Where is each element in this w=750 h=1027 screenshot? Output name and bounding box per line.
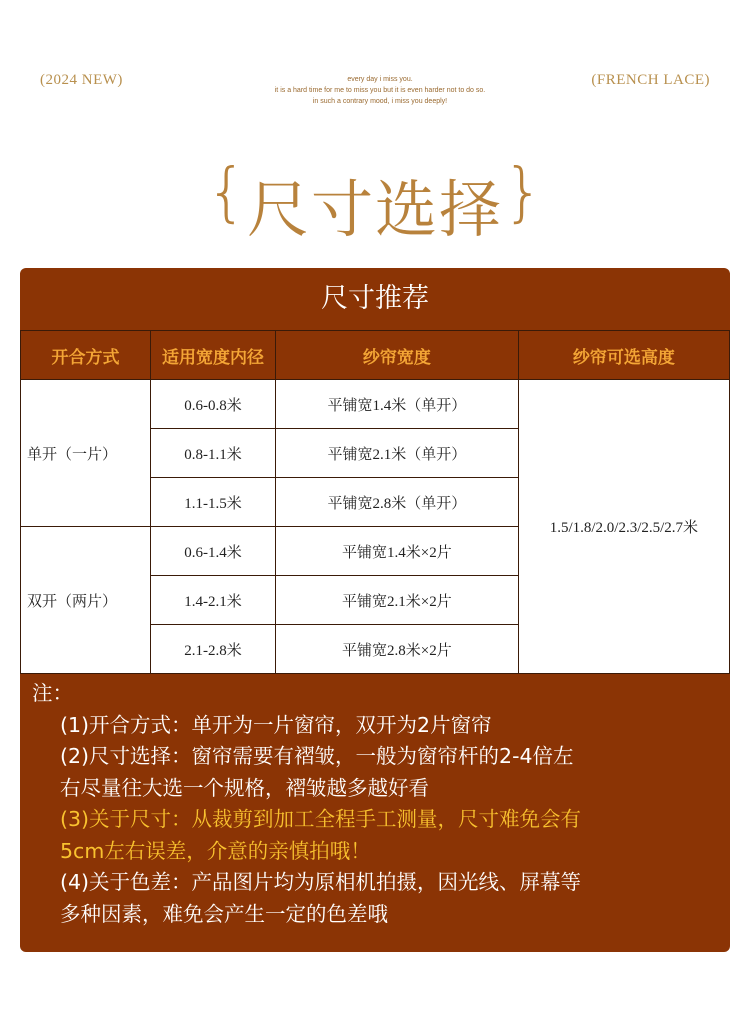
width-cell: 0.8-1.1米 [151,429,276,478]
table-row [21,380,730,429]
note-line: 右尽量往大选一个规格，褶皱越多越好看 [60,775,429,800]
tagline-line: in such a contrary mood, i miss you deeply! [312,98,448,105]
curtain-cell: 平铺宽2.1米（单开） [275,429,518,478]
table-header-row [21,331,730,380]
tagline-line: it is a hard time for me to miss you but it is even harder not to do so. [274,87,486,94]
tagline [200,74,560,107]
brace-close: } [503,156,544,230]
method-cell: 双开（两片） [21,527,151,674]
width-cell: 1.4-2.1米 [151,576,276,625]
height-cell: 1.5/1.8/2.0/2.3/2.5/2.7米 [518,380,729,674]
column-header: 纱帘宽度 [275,331,518,380]
width-cell: 2.1-2.8米 [151,625,276,674]
note-line: (1)开合方式：单开为一片窗帘，双开为2片窗帘 [60,712,492,737]
column-header: 开合方式 [21,331,151,380]
curtain-cell: 平铺宽1.4米（单开） [275,380,518,429]
method-cell: 单开（一片） [21,380,151,527]
brand-tag: (FRENCH LACE) [591,72,710,88]
year-tag: (2024 NEW) [40,72,123,88]
note-line: (2)尺寸选择：窗帘需要有褶皱，一般为窗帘杆的2-4倍左 [60,744,574,768]
size-table [20,330,730,674]
note-line-highlight: (3)关于尺寸：从裁剪到加工全程手工测量，尺寸难免会有 [60,807,582,831]
table-title: 尺寸推荐 [321,283,429,314]
size-panel [20,268,730,952]
page-title [0,156,750,249]
curtain-cell: 平铺宽2.1米×2片 [275,576,518,625]
note-line: (4)关于色差：产品图片均为原相机拍摄，因光线、屏幕等 [60,870,582,894]
width-cell: 1.1-1.5米 [151,478,276,527]
notes-label: 注： [32,681,73,705]
column-header: 适用宽度内径 [151,331,276,380]
width-cell: 0.6-1.4米 [151,527,276,576]
note-line-highlight: 5cm左右误差，介意的亲慎拍哦！ [60,838,371,863]
tagline-line: every day i miss you. [347,76,413,83]
curtain-cell: 平铺宽2.8米（单开） [275,478,518,527]
notes-section [32,678,722,930]
note-line: 多种因素，难免会产生一定的色差哦 [60,901,388,926]
width-cell: 0.6-0.8米 [151,380,276,429]
title-text: 尺寸选择 [246,173,503,246]
curtain-cell: 平铺宽1.4米×2片 [275,527,518,576]
brace-open: { [206,156,247,230]
curtain-cell: 平铺宽2.8米×2片 [275,625,518,674]
column-header: 纱帘可选高度 [518,331,729,380]
